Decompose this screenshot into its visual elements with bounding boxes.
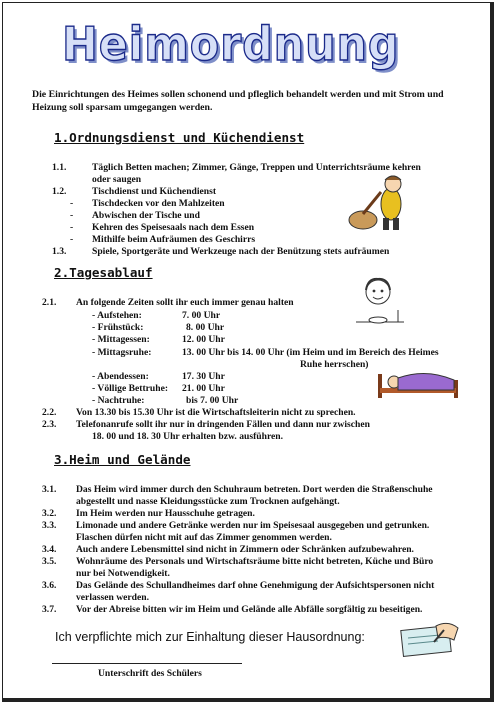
section3-item-num: 3.1. xyxy=(42,484,57,495)
signing-hand-icon xyxy=(398,618,468,658)
section2-heading: 2.Tagesablauf xyxy=(54,265,153,280)
section1-item-text: Mithilfe beim Aufräumen des Geschirrs xyxy=(92,234,256,245)
schedule-value: 8. 00 Uhr xyxy=(186,322,225,333)
section3-item-text: Auch andere Lebensmittel sind nicht in Zimmern oder Schränken aufzubewahren. xyxy=(76,544,414,555)
section3-item-text: Das Heim wird immer durch den Schuhraum betreten. Dort werden die Straßenschuhe xyxy=(76,484,433,495)
section1-item-text: Täglich Betten machen; Zimmer, Gänge, Treppen und Unterrichtsräume kehren xyxy=(92,162,421,173)
schedule-value: 7. 00 Uhr xyxy=(182,310,221,321)
title-banner xyxy=(62,14,442,74)
schedule-value: bis 7. 00 Uhr xyxy=(186,395,239,406)
cleaning-figure-icon xyxy=(343,174,415,234)
section3-item-num: 3.6. xyxy=(42,580,57,591)
section1-item-num: - xyxy=(70,210,74,221)
page-title: Heimordnung xyxy=(62,17,400,71)
section3-item-text: Vor der Abreise bitten wir im Heim und Gelände alle Abfälle sorgfältig zu beseitigen. xyxy=(76,604,423,615)
section3-item-num: 3.3. xyxy=(42,520,57,531)
section3-item-text: Limonade und andere Getränke werden nur im Speisesaal ausgegeben und getrunken. xyxy=(76,520,430,531)
section1-item-text: Abwischen der Tische und xyxy=(92,210,200,221)
section1-item-num: 1.3. xyxy=(52,246,67,257)
schedule-label: - Aufstehen: xyxy=(92,310,142,321)
section3-heading: 3.Heim und Gelände xyxy=(54,452,191,467)
section2-item-num: 2.1. xyxy=(42,297,57,308)
intro-text: Die Einrichtungen des Heimes sollen schonend und pfleglich behandelt werden und mit Strom und Heizung soll sparsam umgegangen werden. xyxy=(32,89,444,113)
section1-item-text: Spiele, Sportgeräte und Werkzeuge nach der Benützung stets aufräumen xyxy=(92,246,390,257)
section2-intro: An folgende Zeiten sollt ihr euch immer genau halten xyxy=(76,297,294,308)
section3-item-num: 3.7. xyxy=(42,604,57,615)
schedule-value: 12. 00 Uhr xyxy=(182,334,225,345)
section1-item-text: oder saugen xyxy=(92,174,142,185)
section3-item-text: Wohnräume des Personals und Wirtschaftsräume bitte nicht betreten, Küche und Büro xyxy=(76,556,434,567)
section3-item-num: 3.5. xyxy=(42,556,57,567)
section3-item-text: abgestellt und nasse Kleidungsstücke zum Trocknen aufgehängt. xyxy=(76,496,340,507)
schedule-value: 21. 00 Uhr xyxy=(182,383,225,394)
section1-item-num: - xyxy=(70,222,74,233)
pledge-text: Ich verpflichte mich zur Einhaltung dieser Hausordnung: xyxy=(55,630,365,644)
section1-heading: 1.Ordnungsdienst und Küchendienst xyxy=(54,130,305,145)
section3-item-text: Flaschen dürfen nicht mit auf das Zimmer genommen werden. xyxy=(76,532,332,543)
section1-item-num: - xyxy=(70,234,74,245)
schedule-label: - Mittagsruhe: xyxy=(92,347,152,358)
section2-item-num: 2.3. xyxy=(42,419,57,430)
section3-item-num: 3.4. xyxy=(42,544,57,555)
section1-item-text: Tischdecken vor den Mahlzeiten xyxy=(92,198,225,209)
section3-item-text: Das Gelände des Schullandheimes darf ohne Genehmigung der Aufsichtspersonen nicht xyxy=(76,580,435,591)
section1-item-text: Tischdienst und Küchendienst xyxy=(92,186,217,197)
section2-item-text: Von 13.30 bis 15.30 Uhr ist die Wirtschaftsleiterin nicht zu sprechen. xyxy=(76,407,356,418)
schedule-value: Ruhe herrschen) xyxy=(300,359,369,370)
schedule-label: - Abendessen: xyxy=(92,371,149,382)
section3-item-text: verlassen werden. xyxy=(76,592,150,603)
schedule-label: - Frühstück: xyxy=(92,322,144,333)
schedule-label: - Völlige Bettruhe: xyxy=(92,383,169,394)
schedule-value: 17. 30 Uhr xyxy=(182,371,225,382)
signature-label: Unterschrift des Schülers xyxy=(98,668,202,679)
section1-item-num: 1.2. xyxy=(52,186,67,197)
eating-figure-icon xyxy=(354,276,406,332)
section3-item-num: 3.2. xyxy=(42,508,57,519)
sleeping-figure-icon xyxy=(376,366,460,400)
schedule-label: - Nachtruhe: xyxy=(92,395,145,406)
section1-item-num: 1.1. xyxy=(52,162,67,173)
schedule-label: - Mittagessen: xyxy=(92,334,150,345)
section1-item-text: Kehren des Speisesaals nach dem Essen xyxy=(92,222,255,233)
section3-item-text: nur bei Notwendigkeit. xyxy=(76,568,170,579)
schedule-value: 13. 00 Uhr bis 14. 00 Uhr (im Heim und im Bereich des Heimes xyxy=(182,347,439,358)
section2-item-num: 2.2. xyxy=(42,407,57,418)
signature-line xyxy=(52,663,242,664)
section2-item-text: 18. 00 und 18. 30 Uhr erhalten bzw. ausführen. xyxy=(92,431,284,442)
section3-item-text: Im Heim werden nur Hausschuhe getragen. xyxy=(76,508,255,519)
section1-item-num: - xyxy=(70,198,74,209)
section2-item-text: Telefonanrufe sollt ihr nur in dringenden Fällen und dann nur zwischen xyxy=(76,419,370,430)
